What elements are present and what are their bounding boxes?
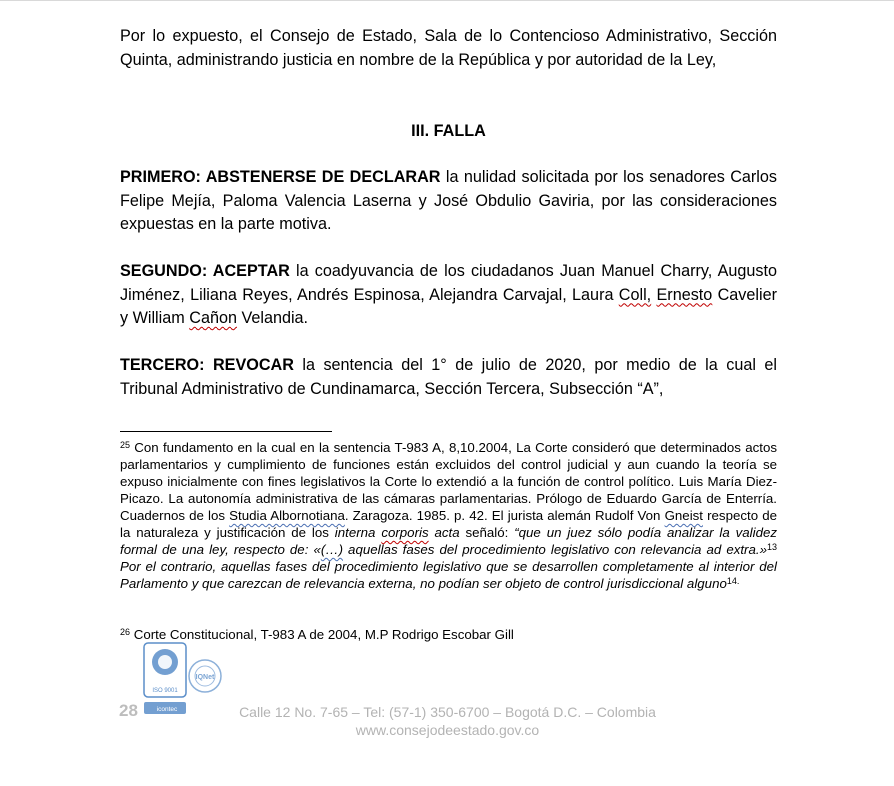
- primero-text: la nulidad solicitada por los senadores Carlos Felipe Mejía, Paloma Valencia Laserna y José Obdulio Gaviria, por las consideraciones expuestas en la parte motiva.: [120, 168, 778, 233]
- footnote-25: [120, 439, 777, 592]
- footnote-ref: 14.: [726, 576, 740, 586]
- footnote-quote: “que un juez sólo podía analizar la validez formal de una ley, respecto de: «: [120, 525, 778, 557]
- segundo-text-a: la coadyuvancia de los ciudadanos Juan Manuel Charry, Augusto Jiménez, Liliana Reyes, Andrés Espinosa, Alejandra Carvajal, Laura: [120, 262, 777, 304]
- footnote-text: señaló:: [459, 525, 515, 540]
- section-title: III. FALLA: [411, 122, 486, 140]
- intro-paragraph: [120, 25, 777, 72]
- segundo-text-c: Velandia.: [236, 309, 309, 327]
- footnote-quote: Por el contrario, aquellas fases del procedimiento legislativo que se desarrollen completamente al interior del Parlamento y que carezcan de relevancia externa, no podían ser objeto de control jurisdiccional alguno: [120, 559, 777, 591]
- footnote-quote: aquellas fases del procedimiento legislativo con relevancia ad extra.»: [343, 542, 767, 557]
- spellcheck-word: corporis: [381, 525, 429, 540]
- spellcheck-word: Coll,: [618, 285, 652, 304]
- spellcheck-word: (…): [320, 542, 343, 557]
- spellcheck-word: Ernesto: [656, 285, 713, 304]
- segundo-paragraph: [120, 260, 777, 331]
- tercero-text: la sentencia del 1° de julio de 2020, por medio de la cual el Tribunal Administrativo de Cundinamarca, Sección Tercera, Subsección “A”,: [120, 356, 777, 398]
- intro-text: Por lo expuesto, el Consejo de Estado, Sala de lo Contencioso Administrativo, Sección Quinta, administrando justicia en nombre de la República y por autoridad de la Ley,: [120, 27, 777, 69]
- footnote-text: Corte Constitucional, T-983 A de 2004, M.P Rodrigo Escobar Gill: [130, 627, 514, 642]
- primero-paragraph: [120, 166, 777, 237]
- iqnet-label: IQNet: [195, 674, 215, 681]
- spellcheck-word: Gneist: [664, 508, 703, 523]
- footer-address: Calle 12 No. 7-65 – Tel: (57-1) 350-6700 – Bogotá D.C. – Colombia: [239, 704, 656, 720]
- spellcheck-word: Cañon: [189, 309, 237, 327]
- segundo-label: SEGUNDO: ACEPTAR: [120, 262, 290, 280]
- footnote-number: 25: [120, 440, 131, 450]
- tercero-label: TERCERO: REVOCAR: [120, 356, 294, 374]
- footnote-number: 26: [120, 627, 131, 637]
- spellcheck-word: Studia Albornotiana: [229, 508, 345, 523]
- footnote-text: . Zaragoza. 1985. p. 42. El jurista alemán Rudolf Von: [344, 508, 665, 523]
- footer-website: www.consejodeestado.gov.co: [355, 722, 540, 738]
- iqnet-logo: [186, 658, 224, 694]
- brand-label: icontec: [156, 706, 178, 713]
- footnote-italic: acta: [428, 525, 460, 540]
- footnote-text: Con fundamento en la cual en la sentencia T-983 A, 8,10.2004, La Corte consideró que determinados actos parlamentarios y cumplimiento de funciones están excluidos del control judicial y aun cuando la teoría se expuso inicialmente con fines legislativos la Corte lo extendió a la función de control político. Luis María Diez-Picazo. La autonomía administrativa de las cámaras parlamentarias. Prólogo de Eduardo García de Enterría. Cuadernos de los: [120, 440, 777, 523]
- page-top-border: [0, 0, 894, 1]
- tercero-paragraph: [120, 354, 777, 401]
- footnote-ref: 13: [766, 542, 777, 552]
- footnote-separator: [120, 431, 332, 432]
- footnote-italic: interna: [334, 525, 382, 540]
- segundo-text-b: Cavelier y William: [120, 285, 777, 327]
- iso-label: ISO 9001: [152, 688, 178, 694]
- primero-label: PRIMERO: ABSTENERSE DE DECLARAR: [120, 168, 441, 186]
- page-number: 28: [119, 701, 138, 720]
- footnote-text: respecto de la naturaleza y justificación de los: [120, 508, 777, 540]
- footnote-26: [120, 626, 777, 643]
